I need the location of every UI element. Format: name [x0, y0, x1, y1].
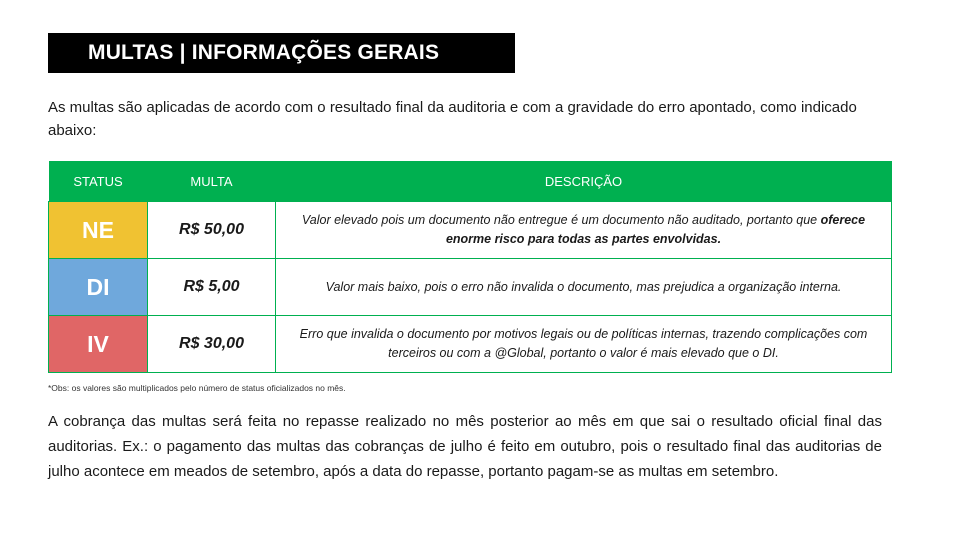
- description-text: Valor elevado pois um documento não entregue é um documento não auditado, portanto que: [301, 213, 821, 227]
- description-text: Valor mais baixo, pois o erro não invalida o documento, mas prejudica a organização interna.: [325, 279, 842, 294]
- description-cell: [276, 202, 892, 259]
- description-emphasis: oferece enorme risco para todas as partes envolvidas.: [445, 213, 866, 246]
- page-title: MULTAS | INFORMAÇÕES GERAIS: [88, 41, 440, 64]
- closing-paragraph: A cobrança das multas será feita no repasse realizado no mês posterior ao mês em que sai o resultado oficial final das auditorias. Ex.: o pagamento das multas das cobranças de julho é feito em outubro, pois o resultado final das auditorias de julho acontece em meados de setembro, após a data do repasse, portanto pagam-se as multas em setembro.: [48, 413, 882, 480]
- table-header-row: [49, 161, 892, 202]
- title-banner: [48, 33, 515, 73]
- status-badge-di: DI: [49, 259, 148, 316]
- status-badge-iv: IV: [49, 316, 148, 373]
- description-cell: [276, 316, 892, 373]
- description-text: Erro que invalida o documento por motivos legais ou de políticas internas, trazendo complicações com terceiros ou com a @Global, portanto o valor é mais elevado que o DI.: [299, 327, 868, 360]
- table-row: [49, 259, 892, 316]
- column-header-status: STATUS: [49, 161, 148, 202]
- column-header-description: DESCRIÇÃO: [276, 161, 892, 202]
- intro-paragraph: As multas são aplicadas de acordo com o resultado final da auditoria e com a gravidade do erro apontado, como indicado abaixo:: [48, 99, 857, 139]
- column-header-fine: MULTA: [148, 161, 276, 202]
- status-badge-ne: NE: [49, 202, 148, 259]
- footnote: *Obs: os valores são multiplicados pelo número de status oficializados no mês.: [48, 383, 346, 393]
- fine-value: R$ 5,00: [148, 259, 276, 316]
- fine-value: R$ 50,00: [148, 202, 276, 259]
- fine-value: R$ 30,00: [148, 316, 276, 373]
- fines-table: [48, 161, 892, 373]
- description-cell: [276, 259, 892, 316]
- table-row: [49, 316, 892, 373]
- table-row: [49, 202, 892, 259]
